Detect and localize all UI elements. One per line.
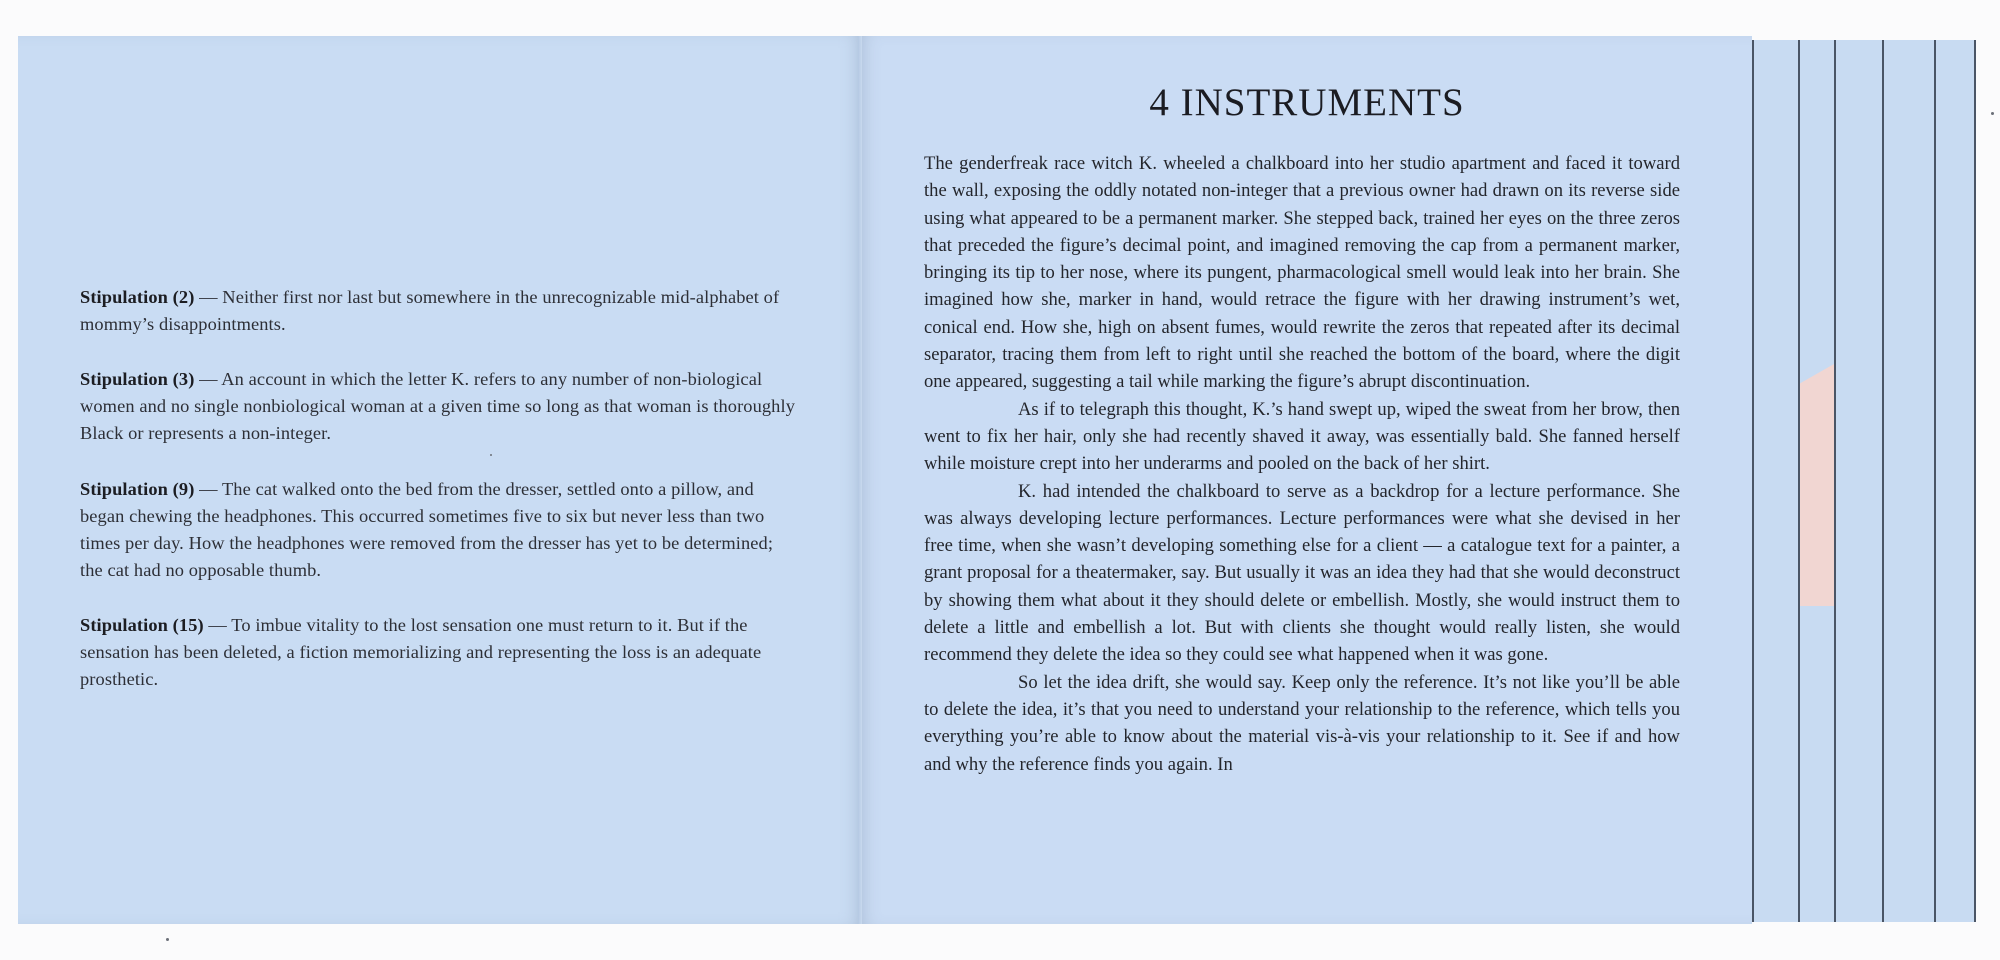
page-edge <box>1934 40 1976 922</box>
stipulation-9 <box>80 476 796 584</box>
dust-speck <box>166 938 169 941</box>
page-edge <box>1752 40 1800 922</box>
stipulation-text: — The cat walked onto the bed from the dresser, settled onto a pillow, and began chewing the headphones. This occurred sometimes five to six but never less than two times per day. How the headphones were removed from the dresser has yet to be determined; the cat had no opposable thumb. <box>80 479 774 580</box>
page-edge <box>1882 40 1936 922</box>
stipulation-15 <box>80 612 796 693</box>
stipulation-2 <box>80 284 796 338</box>
stipulation-3 <box>80 366 796 447</box>
stipulation-heading: Stipulation (15) <box>80 615 204 635</box>
pink-insert-page <box>1800 364 1834 606</box>
stipulation-heading: Stipulation (3) <box>80 369 195 389</box>
chapter-title: 4 INSTRUMENTS <box>1149 81 1465 124</box>
dust-speck <box>1991 112 1994 115</box>
stipulation-heading: Stipulation (2) <box>80 287 195 307</box>
chapter-body <box>924 150 1680 778</box>
dust-speck <box>490 454 492 456</box>
page-edge <box>1834 40 1884 922</box>
stipulation-text: — An account in which the letter K. refers to any number of non-biological women and no single nonbiological woman at a given time so long as that woman is thoroughly Black or represents a non-integer. <box>80 369 795 443</box>
stipulation-text: — Neither first nor last but somewhere in the unrecognizable mid-alphabet of mommy’s disappointments. <box>80 287 780 334</box>
paragraph: So let the idea drift, she would say. Keep only the reference. It’s not like you’ll be able to delete the idea, it’s that you need to understand your relationship to the reference, which tells you everything you’re able to know about the material vis-à-vis your relationship to it. See if and how and why the reference finds you again. In <box>924 671 1680 775</box>
stipulation-text: — To imbue vitality to the lost sensation one must return to it. But if the sensation has been deleted, a fiction memorializing and representing the loss is an adequate prosthetic. <box>80 615 762 689</box>
paragraph: K. had intended the chalkboard to serve as a backdrop for a lecture performance. She was always developing lecture performances. Lecture performances were what she devised in her free time, when she wasn’t developing something else for a client — a catalogue text for a painter, a grant proposal for a theatermaker, say. But usually it was an idea they had that she would deconstruct by showing them what about it they should delete or embellish. Mostly, she would instruct them to delete a little and embellish a lot. But with clients she thought would really listen, she would recommend they delete the idea so they could see what happened when it was gone. <box>924 480 1680 666</box>
stipulation-heading: Stipulation (9) <box>80 479 195 499</box>
paragraph: The genderfreak race witch K. wheeled a chalkboard into her studio apartment and faced it toward the wall, exposing the oddly notated non-integer that a previous owner had drawn on its reverse side using what appeared to be a permanent marker. She stepped back, trained her eyes on the three zeros that preceded the figure’s decimal point, and imagined removing the cap from a permanent marker, bringing its tip to her nose, where its pungent, pharmacological smell would leak into her brain. She imagined how she, marker in hand, would retrace the figure with her drawing instrument’s wet, conical end. How she, high on absent fumes, would rewrite the zeros that repeated after its decimal separator, tracing them from left to right until she reached the bottom of the board, where the digit one appeared, suggesting a tail while marking the figure’s abrupt discontinuation. <box>924 153 1680 393</box>
paragraph: As if to telegraph this thought, K.’s hand swept up, wiped the sweat from her brow, then went to fix her hair, only she had recently shaved it away, was essentially bald. She fanned herself while moisture crept into her underarms and pooled on the back of her shirt. <box>924 398 1680 475</box>
